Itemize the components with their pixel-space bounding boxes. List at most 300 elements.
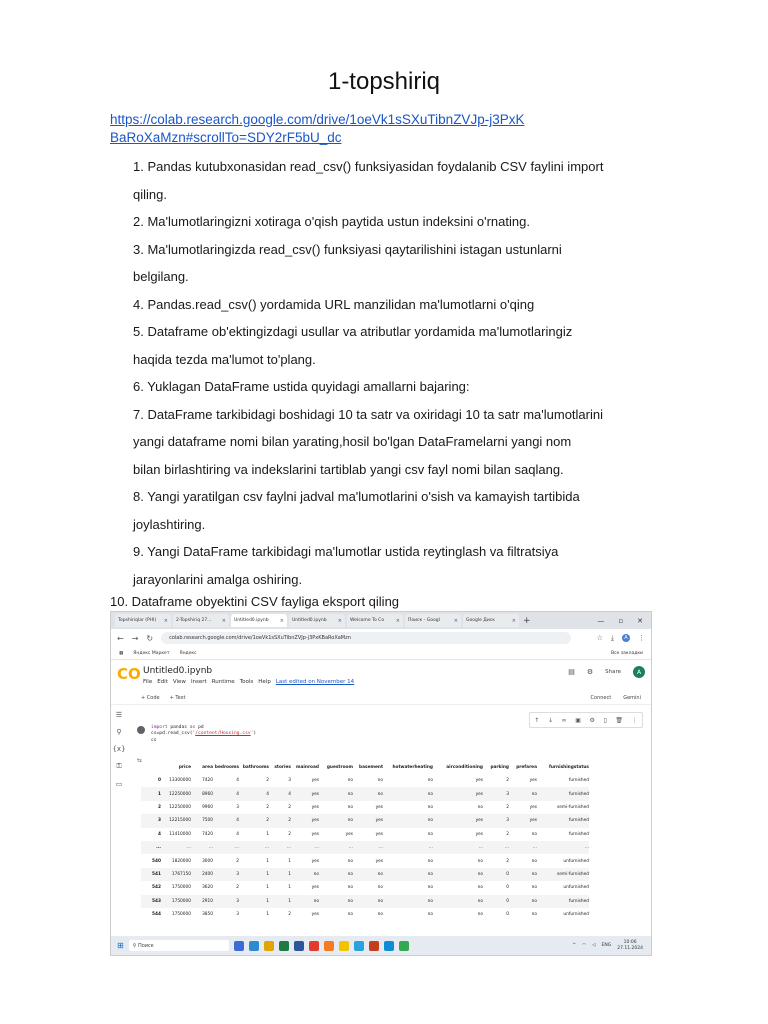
menu-file[interactable]: File <box>143 679 153 685</box>
clock-date: 27.11.2024 <box>617 945 643 951</box>
row-index: 2 <box>158 804 161 810</box>
task-line: bilan birlashtiring va indekslarini tartiblab yangi csv fayl nomi bilan saqlang. <box>133 461 564 477</box>
colab-header <box>111 660 651 692</box>
profile-avatar[interactable]: A <box>622 634 630 642</box>
table-cell: 4 <box>269 787 291 800</box>
table-cell: yes <box>475 831 483 837</box>
move-down-icon[interactable]: ↓ <box>547 716 553 724</box>
table-cell: no <box>291 895 319 908</box>
task-line: 9. Yangi DataFrame tarkibidagi ma'lumotlar ustida reytinglash va filtratsiya <box>133 544 559 559</box>
tray-chevron-icon[interactable]: ^ <box>572 943 577 948</box>
task-line: belgilang. <box>133 269 189 284</box>
table-cell: yes <box>375 858 383 864</box>
table-cell: 2 <box>506 858 509 864</box>
table-cell: no <box>319 868 353 881</box>
run-icon[interactable] <box>137 726 145 734</box>
task-list <box>133 153 633 593</box>
page-title: 1-topshiriq <box>327 68 441 95</box>
column-header: price <box>178 764 191 770</box>
volume-icon[interactable]: ◁ <box>592 943 596 948</box>
table-cell: no <box>477 912 483 918</box>
download-icon[interactable]: ⤓ <box>610 633 614 642</box>
url-field[interactable]: colab.research.google.com/drive/1oeVk1sSXuTibnZVJp-j3PxKBaRoXaMzn <box>161 632 571 644</box>
menu-view[interactable]: View <box>172 679 186 685</box>
table-cell: 7420 <box>202 778 213 784</box>
table-cell: 2910 <box>191 895 213 908</box>
tab-label: Untitled0.ipynb <box>234 618 269 623</box>
address-bar <box>111 629 651 647</box>
telegram-icon[interactable] <box>354 941 364 951</box>
table-cell: yes <box>291 787 319 800</box>
table-cell: yes <box>291 814 319 827</box>
table-cell: ... <box>161 841 191 854</box>
task-line: 7. DataFrame tarkibidagi boshidagi 10 ta satr va oxiridagi 10 ta satr ma'lumotlarini <box>133 406 603 422</box>
table-cell: ... <box>191 841 213 854</box>
table-cell: no <box>377 885 383 891</box>
table-row <box>141 828 589 841</box>
table-cell: no <box>427 804 433 810</box>
table-cell: yes <box>345 831 353 837</box>
table-cell: furnished <box>568 778 589 784</box>
column-header: bathrooms <box>242 764 269 770</box>
table-cell: no <box>531 885 537 891</box>
table-cell: 1750000 <box>171 885 191 891</box>
mirror-icon[interactable]: ▯ <box>603 716 607 724</box>
table-cell: no <box>427 778 433 784</box>
table-cell: 4 <box>236 778 239 784</box>
table-cell: yes <box>509 814 537 827</box>
table-cell: no <box>383 787 433 800</box>
table-cell: no <box>531 831 537 837</box>
tab-label: Поиск - Googl <box>408 618 440 623</box>
menu-tools[interactable]: Tools <box>239 679 254 685</box>
task-line-10: 10. Dataframe obyektini CSV fayliga eksport qiling <box>110 594 400 609</box>
bookmark-item[interactable]: Яндекс <box>179 650 197 656</box>
taskbar-search-label: Поиск <box>137 942 154 949</box>
table-cell: no <box>433 895 483 908</box>
browser-tab-active[interactable] <box>231 614 287 627</box>
add-text-button[interactable]: + Text <box>169 695 186 701</box>
close-icon[interactable]: × <box>337 617 342 624</box>
table-cell: ... <box>383 841 433 854</box>
menu-insert[interactable]: Insert <box>190 679 207 685</box>
column-header: furnishingstatus <box>549 764 589 770</box>
close-icon[interactable]: × <box>163 617 168 624</box>
table-cell: 3 <box>236 912 239 918</box>
apps-icon[interactable]: ▦ <box>119 650 124 656</box>
share-button[interactable]: Share <box>605 669 621 675</box>
table-cell: furnished <box>537 895 589 908</box>
code-line-3: cs <box>151 737 157 743</box>
table-cell: no <box>477 858 483 864</box>
table-cell: 1 <box>266 885 269 891</box>
table-cell: 2 <box>288 912 291 918</box>
table-cell: 12250000 <box>161 787 191 800</box>
app-icon[interactable] <box>324 941 334 951</box>
explorer-icon[interactable] <box>264 941 274 951</box>
table-cell: unfurnished <box>563 912 589 918</box>
browser-tab[interactable] <box>173 614 229 627</box>
table-cell: ... <box>269 841 291 854</box>
opera-icon[interactable] <box>309 941 319 951</box>
variables-icon[interactable]: {x} <box>112 745 126 753</box>
connect-button[interactable]: Connect <box>590 695 612 701</box>
table-row <box>141 868 589 881</box>
table-cell: 1 <box>266 831 269 837</box>
table-row <box>141 814 589 827</box>
window-controls <box>597 617 651 625</box>
table-cell: 2 <box>506 831 509 837</box>
table-cell: 2 <box>506 804 509 810</box>
new-tab-icon[interactable]: + <box>523 615 531 626</box>
table-cell: 0 <box>506 885 509 891</box>
move-up-icon[interactable]: ↑ <box>534 716 540 724</box>
minimize-icon[interactable]: — <box>597 616 605 625</box>
language-indicator[interactable]: ENG <box>601 943 612 948</box>
gemini-button[interactable]: Gemini <box>623 695 641 701</box>
code-cell[interactable] <box>151 725 641 744</box>
table-cell: yes <box>311 778 319 784</box>
table-cell: no <box>347 778 353 784</box>
table-cell: 3850 <box>202 912 213 918</box>
task-line: 8. Yangi yaratilgan csv faylni jadval ma'lumotlarini o'sish va kamayish tartibida <box>133 489 580 504</box>
column-header: bedrooms <box>214 764 239 770</box>
app-icon[interactable] <box>384 941 394 951</box>
table-cell: yes <box>475 778 483 784</box>
table-cell: 2 <box>506 778 509 784</box>
table-cell: 1 <box>239 895 269 908</box>
task-line: joylashtiring. <box>133 516 206 532</box>
table-cell: yes <box>433 814 483 827</box>
table-cell: 4 <box>236 831 239 837</box>
table-cell: 2 <box>269 814 291 827</box>
delete-icon[interactable]: 🗑 <box>615 716 624 724</box>
system-tray <box>572 940 651 951</box>
star-icon[interactable]: ☆ <box>596 634 603 642</box>
table-cell: no <box>353 895 383 908</box>
table-row <box>141 854 589 867</box>
table-cell: no <box>427 858 433 864</box>
table-cell: 3620 <box>202 885 213 891</box>
table-cell: no <box>319 787 353 800</box>
table-cell: semi-furnished <box>557 804 589 810</box>
table-cell: 3 <box>236 804 239 810</box>
clock-time: 10:06 <box>623 940 637 945</box>
row-index: 544 <box>152 912 161 918</box>
files-icon[interactable]: ▭ <box>115 780 123 788</box>
table-cell: no <box>353 868 383 881</box>
link-icon[interactable]: ∞ <box>561 716 567 724</box>
table-cell: no <box>319 895 353 908</box>
table-cell: yes <box>529 778 537 784</box>
table-row <box>141 787 589 800</box>
table-cell: ... <box>213 841 239 854</box>
table-cell: 1 <box>269 895 291 908</box>
table-cell: 1 <box>266 912 269 918</box>
windows-start-icon[interactable]: ⊞ <box>117 941 124 950</box>
word-icon[interactable] <box>294 941 304 951</box>
menu-edit[interactable]: Edit <box>157 679 168 685</box>
table-cell: unfurnished <box>563 858 589 864</box>
table-row <box>141 908 589 921</box>
table-cell: 2400 <box>191 868 213 881</box>
table-cell: 7420 <box>202 831 213 837</box>
table-row <box>141 801 589 814</box>
tab-label: 2-Topshiriq 27... <box>176 618 212 623</box>
table-cell: no <box>427 912 433 918</box>
column-header: stories <box>274 764 291 770</box>
table-cell: furnished <box>537 814 589 827</box>
table-cell: 3000 <box>202 858 213 864</box>
table-cell: 2 <box>266 778 269 784</box>
table-cell: no <box>477 804 483 810</box>
table-cell: yes <box>529 804 537 810</box>
back-icon[interactable]: ← <box>117 633 124 643</box>
table-cell: no <box>353 787 383 800</box>
table-cell: furnished <box>537 787 589 800</box>
table-cell: ... <box>291 841 319 854</box>
close-icon[interactable]: × <box>279 617 284 624</box>
table-cell: no <box>291 868 319 881</box>
colab-logo: CO <box>117 665 141 683</box>
secrets-icon[interactable]: ⚿ <box>116 762 122 770</box>
table-cell: ... <box>353 841 383 854</box>
network-icon[interactable]: ◠ <box>582 943 587 948</box>
close-window-icon[interactable]: ✕ <box>637 616 643 625</box>
table-cell: yes <box>433 787 483 800</box>
add-code-button[interactable]: + Code <box>141 695 160 701</box>
browser-tab[interactable] <box>289 614 345 627</box>
table-cell: 3 <box>213 868 239 881</box>
task-line: 5. Dataframe ob'ektingizdagi usullar va atributlar yordamida ma'lumotlaringiz <box>133 324 573 339</box>
table-cell: 1 <box>288 885 291 891</box>
table-cell: no <box>477 885 483 891</box>
table-cell: ... <box>319 841 353 854</box>
all-bookmarks[interactable]: Все закладки <box>610 650 643 656</box>
table-cell: no <box>347 804 353 810</box>
code-line-1: import pandas as pd <box>151 725 204 730</box>
table-cell: 4 <box>213 787 239 800</box>
table-cell: yes <box>311 831 319 837</box>
table-cell: yes <box>311 885 319 891</box>
notebook-title[interactable]: Untitled0.ipynb <box>143 666 213 676</box>
table-cell: no <box>427 885 433 891</box>
last-edited[interactable]: Last edited on November 14 <box>275 679 355 685</box>
table-cell: 1 <box>266 858 269 864</box>
bookmarks-bar <box>111 647 651 660</box>
tab-label: Untitled0.ipynb <box>292 618 327 623</box>
taskbar-search[interactable] <box>129 940 229 951</box>
table-cell: 8960 <box>191 787 213 800</box>
table-cell: no <box>377 912 383 918</box>
taskview-icon[interactable] <box>234 941 244 951</box>
table-cell: no <box>433 868 483 881</box>
windows-taskbar <box>111 936 651 955</box>
row-index: 3 <box>141 814 161 827</box>
table-cell: 1820000 <box>171 858 191 864</box>
search-icon[interactable]: ⚲ <box>116 728 122 736</box>
column-header: area <box>202 764 213 770</box>
browser-tab[interactable] <box>115 614 171 627</box>
column-header: mainroad <box>296 764 319 770</box>
bookmark-item[interactable]: Яндекс Маркет <box>133 650 170 656</box>
task-line: haqida tezda ma'lumot to'plang. <box>133 351 316 367</box>
settings-icon[interactable]: ⚙ <box>586 668 594 676</box>
table-cell: ... <box>509 841 537 854</box>
colab-sidebar <box>111 703 127 939</box>
menu-help[interactable]: Help <box>258 679 271 685</box>
table-cell: 0 <box>506 912 509 918</box>
table-cell: yes <box>311 858 319 864</box>
menu-runtime[interactable]: Runtime <box>211 679 235 685</box>
reload-icon[interactable]: ↻ <box>146 633 154 643</box>
table-cell: yes <box>375 831 383 837</box>
table-cell: 1750000 <box>171 912 191 918</box>
table-cell: no <box>531 858 537 864</box>
column-header: basement <box>359 764 383 770</box>
table-row <box>141 881 589 894</box>
dataframe-output <box>141 760 589 921</box>
column-header: parking <box>490 764 509 770</box>
row-index: ... <box>141 841 161 854</box>
table-cell: 13300000 <box>169 778 191 784</box>
table-cell: 12215000 <box>161 814 191 827</box>
table-cell: ... <box>239 841 269 854</box>
table-cell: 1750000 <box>161 895 191 908</box>
maximize-icon[interactable]: ▫ <box>618 616 624 625</box>
colab-link[interactable]: https://colab.research.google.com/drive/1oeVk1sSXuTibnZVJp-j3PxKBaRoXaMzn#scrollTo=SDY2rF5bU_dc <box>110 112 525 145</box>
tab-label: Google Диск <box>466 618 495 623</box>
tab-label: Welcome To Co <box>350 618 385 623</box>
more-icon[interactable]: ⋮ <box>631 716 638 724</box>
row-index: 541 <box>141 868 161 881</box>
table-cell: 4 <box>239 787 269 800</box>
table-cell: 1 <box>269 868 291 881</box>
table-cell: 2 <box>266 804 269 810</box>
column-header: hotwaterheating <box>392 764 433 770</box>
table-cell: ... <box>433 841 483 854</box>
app-icon[interactable] <box>339 941 349 951</box>
table-cell: no <box>377 778 383 784</box>
toc-icon[interactable]: ☰ <box>115 711 123 719</box>
task-line: yangi dataframe nomi bilan yarating,hosil bo'lgan DataFramelarni yangi nom <box>133 434 572 449</box>
table-cell: no <box>509 868 537 881</box>
column-header: guestroom <box>326 764 353 770</box>
table-cell: 2 <box>239 814 269 827</box>
table-cell: ... <box>483 841 509 854</box>
row-index: 542 <box>152 885 161 891</box>
colab-screenshot <box>110 611 652 956</box>
browser-tab[interactable] <box>463 614 519 627</box>
search-icon: ⚲ <box>132 942 138 949</box>
settings-cell-icon[interactable]: ⚙ <box>589 716 595 724</box>
task-line: 6. Yuklagan DataFrame ustida quyidagi amallarni bajaring: <box>133 379 470 394</box>
browser-tab[interactable] <box>405 614 461 627</box>
table-cell: 0 <box>483 868 509 881</box>
task-line: 3. Ma'lumotlaringizda read_csv() funksiyasi qaytarilishini istagan ustunlarni <box>133 241 562 257</box>
table-cell: 2 <box>288 831 291 837</box>
close-icon[interactable]: × <box>221 617 226 624</box>
table-cell: no <box>427 831 433 837</box>
row-index: 0 <box>158 778 161 784</box>
table-cell: 0 <box>483 895 509 908</box>
menu-bar <box>143 679 354 685</box>
close-icon[interactable]: × <box>395 617 400 624</box>
close-icon[interactable]: × <box>453 617 458 624</box>
table-cell: 2 <box>236 858 239 864</box>
row-index: 543 <box>141 895 161 908</box>
table-row <box>141 895 589 908</box>
table-cell: 3 <box>213 895 239 908</box>
row-index: 1 <box>141 787 161 800</box>
table-cell: no <box>509 787 537 800</box>
table-cell: 7500 <box>191 814 213 827</box>
table-cell: semi-furnished <box>537 868 589 881</box>
table-row <box>141 774 589 787</box>
edge-icon[interactable] <box>249 941 259 951</box>
table-cell: 2 <box>236 885 239 891</box>
output-icon[interactable]: ⇆ <box>137 757 143 764</box>
row-index: 540 <box>152 858 161 864</box>
table-cell: 1767150 <box>161 868 191 881</box>
menu-icon[interactable]: ⋮ <box>638 634 645 642</box>
table-cell: 12250000 <box>169 804 191 810</box>
column-header: prefarea <box>516 764 537 770</box>
table-cell: 9960 <box>202 804 213 810</box>
browser-tab-bar <box>111 612 651 629</box>
table-cell: no <box>347 858 353 864</box>
table-cell: furnished <box>568 831 589 837</box>
clock[interactable] <box>617 940 643 951</box>
table-cell: no <box>383 868 433 881</box>
tab-label: Topshiriqlar (PHI) <box>118 618 157 623</box>
browser-tab[interactable] <box>347 614 403 627</box>
table-cell: 3 <box>483 787 509 800</box>
user-avatar[interactable]: A <box>633 666 645 678</box>
table-cell: 3 <box>483 814 509 827</box>
chrome-icon[interactable] <box>399 941 409 951</box>
table-cell: yes <box>375 804 383 810</box>
comment-icon[interactable]: ▤ <box>568 668 575 676</box>
table-row <box>141 841 589 854</box>
table-cell: no <box>347 912 353 918</box>
table-cell: yes <box>311 804 319 810</box>
table-cell: yes <box>353 814 383 827</box>
task-line: jarayonlarini amalga oshiring. <box>133 571 303 587</box>
table-cell: 1 <box>288 858 291 864</box>
comment-cell-icon[interactable]: ▣ <box>575 716 581 724</box>
code-line-2: cs=pd.read_csv('/content/Housing.csv') <box>151 731 257 737</box>
table-cell: 2 <box>288 804 291 810</box>
table-cell: yes <box>311 912 319 918</box>
row-index: 4 <box>158 831 161 837</box>
table-cell: 4 <box>213 814 239 827</box>
table-cell: no <box>383 814 433 827</box>
powerpoint-icon[interactable] <box>369 941 379 951</box>
table-cell: 3 <box>288 778 291 784</box>
table-cell: no <box>509 895 537 908</box>
task-line: 2. Ma'lumotlaringizni xotiraga o'qish paytida ustun indeksini o'rnating. <box>133 214 530 229</box>
table-cell: no <box>531 912 537 918</box>
notebook-toolbar <box>111 692 651 705</box>
close-icon[interactable]: × <box>511 617 516 624</box>
table-cell: no <box>347 885 353 891</box>
column-header: airconditioning <box>446 764 483 770</box>
forward-icon[interactable]: → <box>131 633 139 643</box>
excel-icon[interactable] <box>279 941 289 951</box>
task-line: qiling. <box>133 186 167 202</box>
table-cell: unfurnished <box>563 885 589 891</box>
